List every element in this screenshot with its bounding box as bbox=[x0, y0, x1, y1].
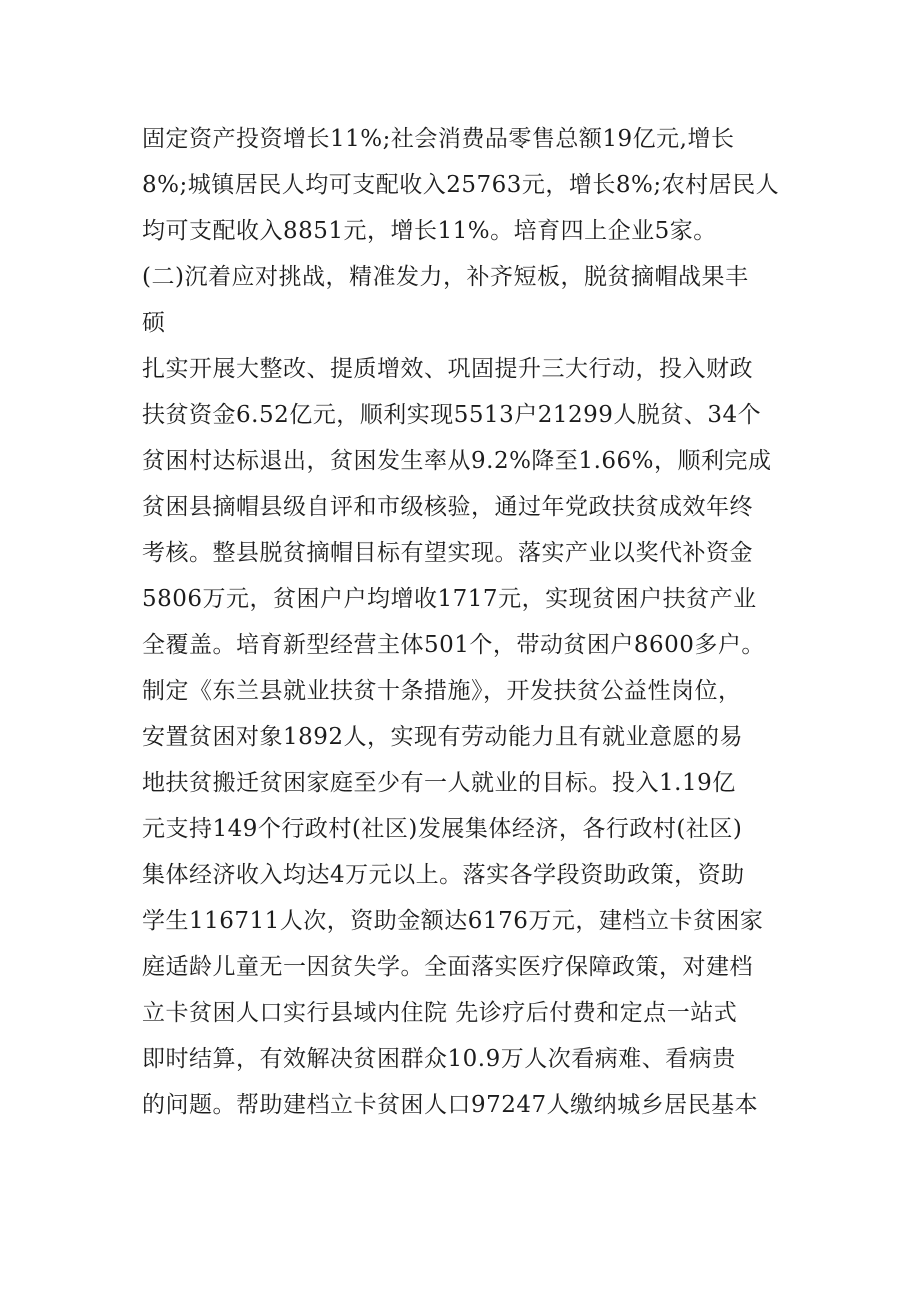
text-line: 庭适龄儿童无一因贫失学。全面落实医疗保障政策，对建档 bbox=[142, 954, 753, 980]
section-heading-line: (二)沉着应对挑战，精准发力，补齐短板，脱贫摘帽战果丰 bbox=[142, 264, 749, 290]
text-line: 即时结算，有效解决贫困群众10.9万人次看病难、看病贵 bbox=[142, 1046, 736, 1072]
text-line: 5806万元，贫困户户均增收1717元，实现贫困户扶贫产业 bbox=[142, 586, 757, 612]
text-line: 元支持149个行政村(社区)发展集体经济，各行政村(社区) bbox=[142, 816, 743, 842]
document-body bbox=[142, 116, 802, 1128]
text-line: 均可支配收入8851元，增长11%。培育四上企业5家。 bbox=[142, 218, 717, 244]
text-line: 制定《东兰县就业扶贫十条措施》，开发扶贫公益性岗位， bbox=[142, 678, 742, 704]
text-line: 立卡贫困人口实行县域内住院 先诊疗后付费和定点一站式 bbox=[142, 1000, 738, 1026]
section-heading-line: 硕 bbox=[142, 310, 166, 336]
text-line: 8%;城镇居民人均可支配收入25763元，增长8%;农村居民人 bbox=[142, 172, 780, 198]
text-line: 固定资产投资增长11%;社会消费品零售总额19亿元,增长 bbox=[142, 126, 735, 152]
text-line: 扶贫资金6.52亿元，顺利实现5513户21299人脱贫、34个 bbox=[142, 402, 762, 428]
text-line: 考核。整县脱贫摘帽目标有望实现。落实产业以奖代补资金 bbox=[142, 540, 753, 566]
text-line: 扎实开展大整改、提质增效、巩固提升三大行动，投入财政 bbox=[142, 356, 753, 382]
text-line: 贫困村达标退出，贫困发生率从9.2%降至1.66%，顺利完成 bbox=[142, 448, 772, 474]
text-line: 全覆盖。培育新型经营主体501个，带动贫困户8600多户。 bbox=[142, 632, 765, 658]
text-line: 集体经济收入均达4万元以上。落实各学段资助政策，资助 bbox=[142, 862, 745, 888]
text-line: 贫困县摘帽县级自评和市级核验，通过年党政扶贫成效年终 bbox=[142, 494, 753, 520]
text-line: 的问题。帮助建档立卡贫困人口97247人缴纳城乡居民基本 bbox=[142, 1092, 759, 1118]
text-line: 学生116711人次，资助金额达6176万元，建档立卡贫困家 bbox=[142, 908, 764, 934]
text-line: 地扶贫搬迁贫困家庭至少有一人就业的目标。投入1.19亿 bbox=[142, 770, 736, 796]
text-line: 安置贫困对象1892人，实现有劳动能力且有就业意愿的易 bbox=[142, 724, 744, 750]
